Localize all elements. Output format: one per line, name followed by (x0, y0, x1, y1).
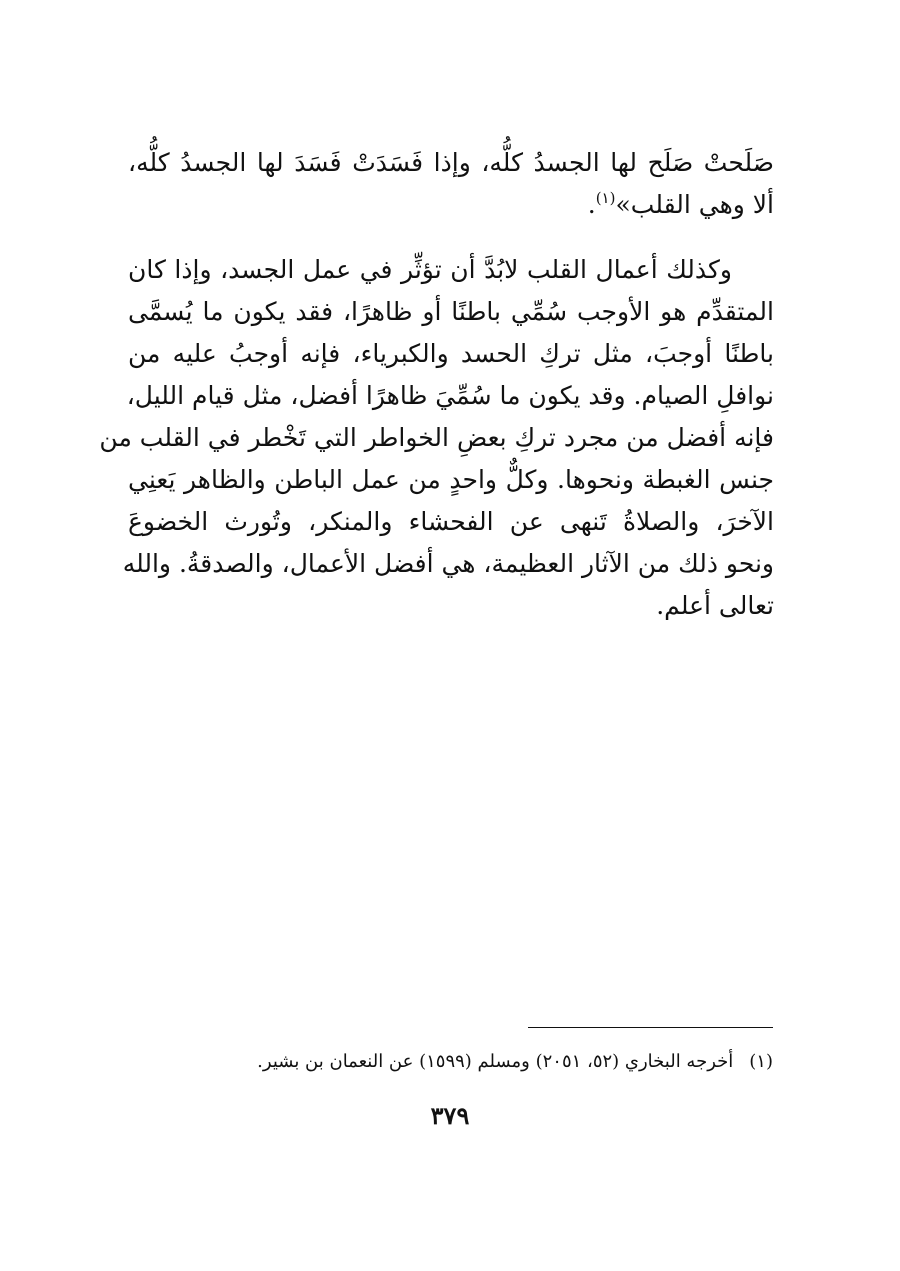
footnote-reference: (١) (595, 189, 616, 207)
text-line: وكذلك أعمال القلب لابُدَّ أن تؤثِّر في عمل الجسد، وإذا كان (128, 255, 732, 284)
text-line: ونحو ذلك من الآثار العظيمة، هي أفضل الأعمال، والصدقةُ. والله (122, 549, 774, 578)
footnote (127, 1050, 773, 1074)
page-number: ٣٧٩ (430, 1101, 470, 1130)
footnote-number: (١) (749, 1051, 773, 1072)
text-line: المتقدِّم هو الأوجب سُمِّي باطنًا أو ظاهرًا، فقد يكون ما يُسمَّى (128, 297, 774, 326)
text-line (128, 184, 774, 229)
text-line: تعالى أعلم. (656, 591, 774, 620)
main-text-block (99, 142, 774, 627)
text-line: الآخرَ، والصلاةُ تَنهى عن الفحشاء والمنكر، وتُورث الخضوعَ (128, 507, 774, 536)
text-line: جنس الغبطة ونحوها. وكلٌّ واحدٍ من عمل الباطن والظاهر يَعنِي (128, 465, 774, 494)
paragraph-2 (99, 249, 774, 627)
footnote-text: أخرجه البخاري (٥٢، ٢٠٥١) ومسلم (١٥٩٩) عن النعمان بن بشير. (257, 1051, 734, 1072)
text-line: نوافلِ الصيام. وقد يكون ما سُمِّيَ ظاهرًا أفضل، مثل قيام الليل، (126, 381, 774, 410)
footnote-separator (528, 1027, 773, 1028)
text-line: باطنًا أوجبَ، مثل تركِ الحسد والكبرياء، فإنه أوجبُ عليه من (128, 339, 774, 368)
line-end-period: . (587, 190, 596, 219)
text-line: صَلَحتْ صَلَح لها الجسدُ كلُّه، وإذا فَسَدَتْ فَسَدَ لها الجسدُ كلُّه، (128, 148, 774, 177)
text-line-content: ألا وهي القلب» (615, 190, 774, 219)
paragraph-gap (128, 229, 774, 249)
text-line: فإنه أفضل من مجرد تركِ بعضِ الخواطر التي تَخْطر في القلب من (99, 423, 774, 452)
paragraph-1 (128, 142, 774, 229)
